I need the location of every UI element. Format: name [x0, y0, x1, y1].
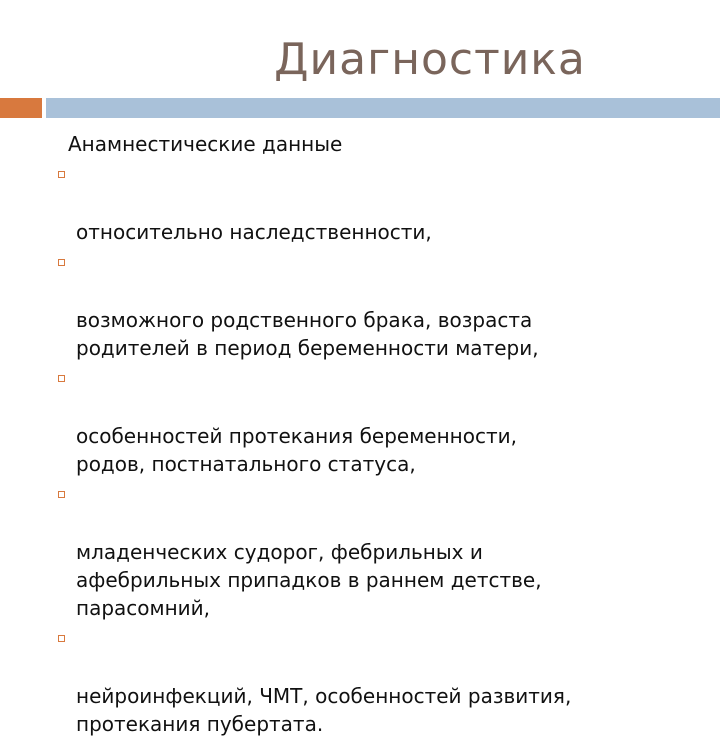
title-rule-accent	[0, 98, 42, 118]
bullet-text: нейроинфекций, ЧМТ, особенностей развития, протекания пубертата.	[76, 684, 572, 736]
bullet-item	[58, 482, 698, 622]
subheading: Анамнестические данные	[68, 132, 343, 156]
bullet-item	[58, 250, 698, 362]
slide-content	[58, 130, 698, 738]
bullet-icon	[58, 171, 65, 178]
bullet-list	[58, 162, 698, 738]
slide-title: Диагностика	[274, 34, 586, 85]
bullet-text: относительно наследственности,	[76, 220, 432, 244]
bullet-icon	[58, 259, 65, 266]
bullet-icon	[58, 635, 65, 642]
bullet-text: возможного родственного брака, возраста родителей в период беременности матери,	[76, 308, 539, 360]
bullet-item	[58, 366, 698, 478]
bullet-icon	[58, 491, 65, 498]
bullet-text: младенческих судорог, фебрильных и афебрильных припадков в раннем детстве, парасомний,	[76, 540, 542, 620]
title-rule	[46, 98, 720, 118]
bullet-text: особенностей протекания беременности, родов, постнатального статуса,	[76, 424, 517, 476]
bullet-icon	[58, 375, 65, 382]
bullet-item	[58, 162, 698, 246]
bullet-item	[58, 626, 698, 738]
